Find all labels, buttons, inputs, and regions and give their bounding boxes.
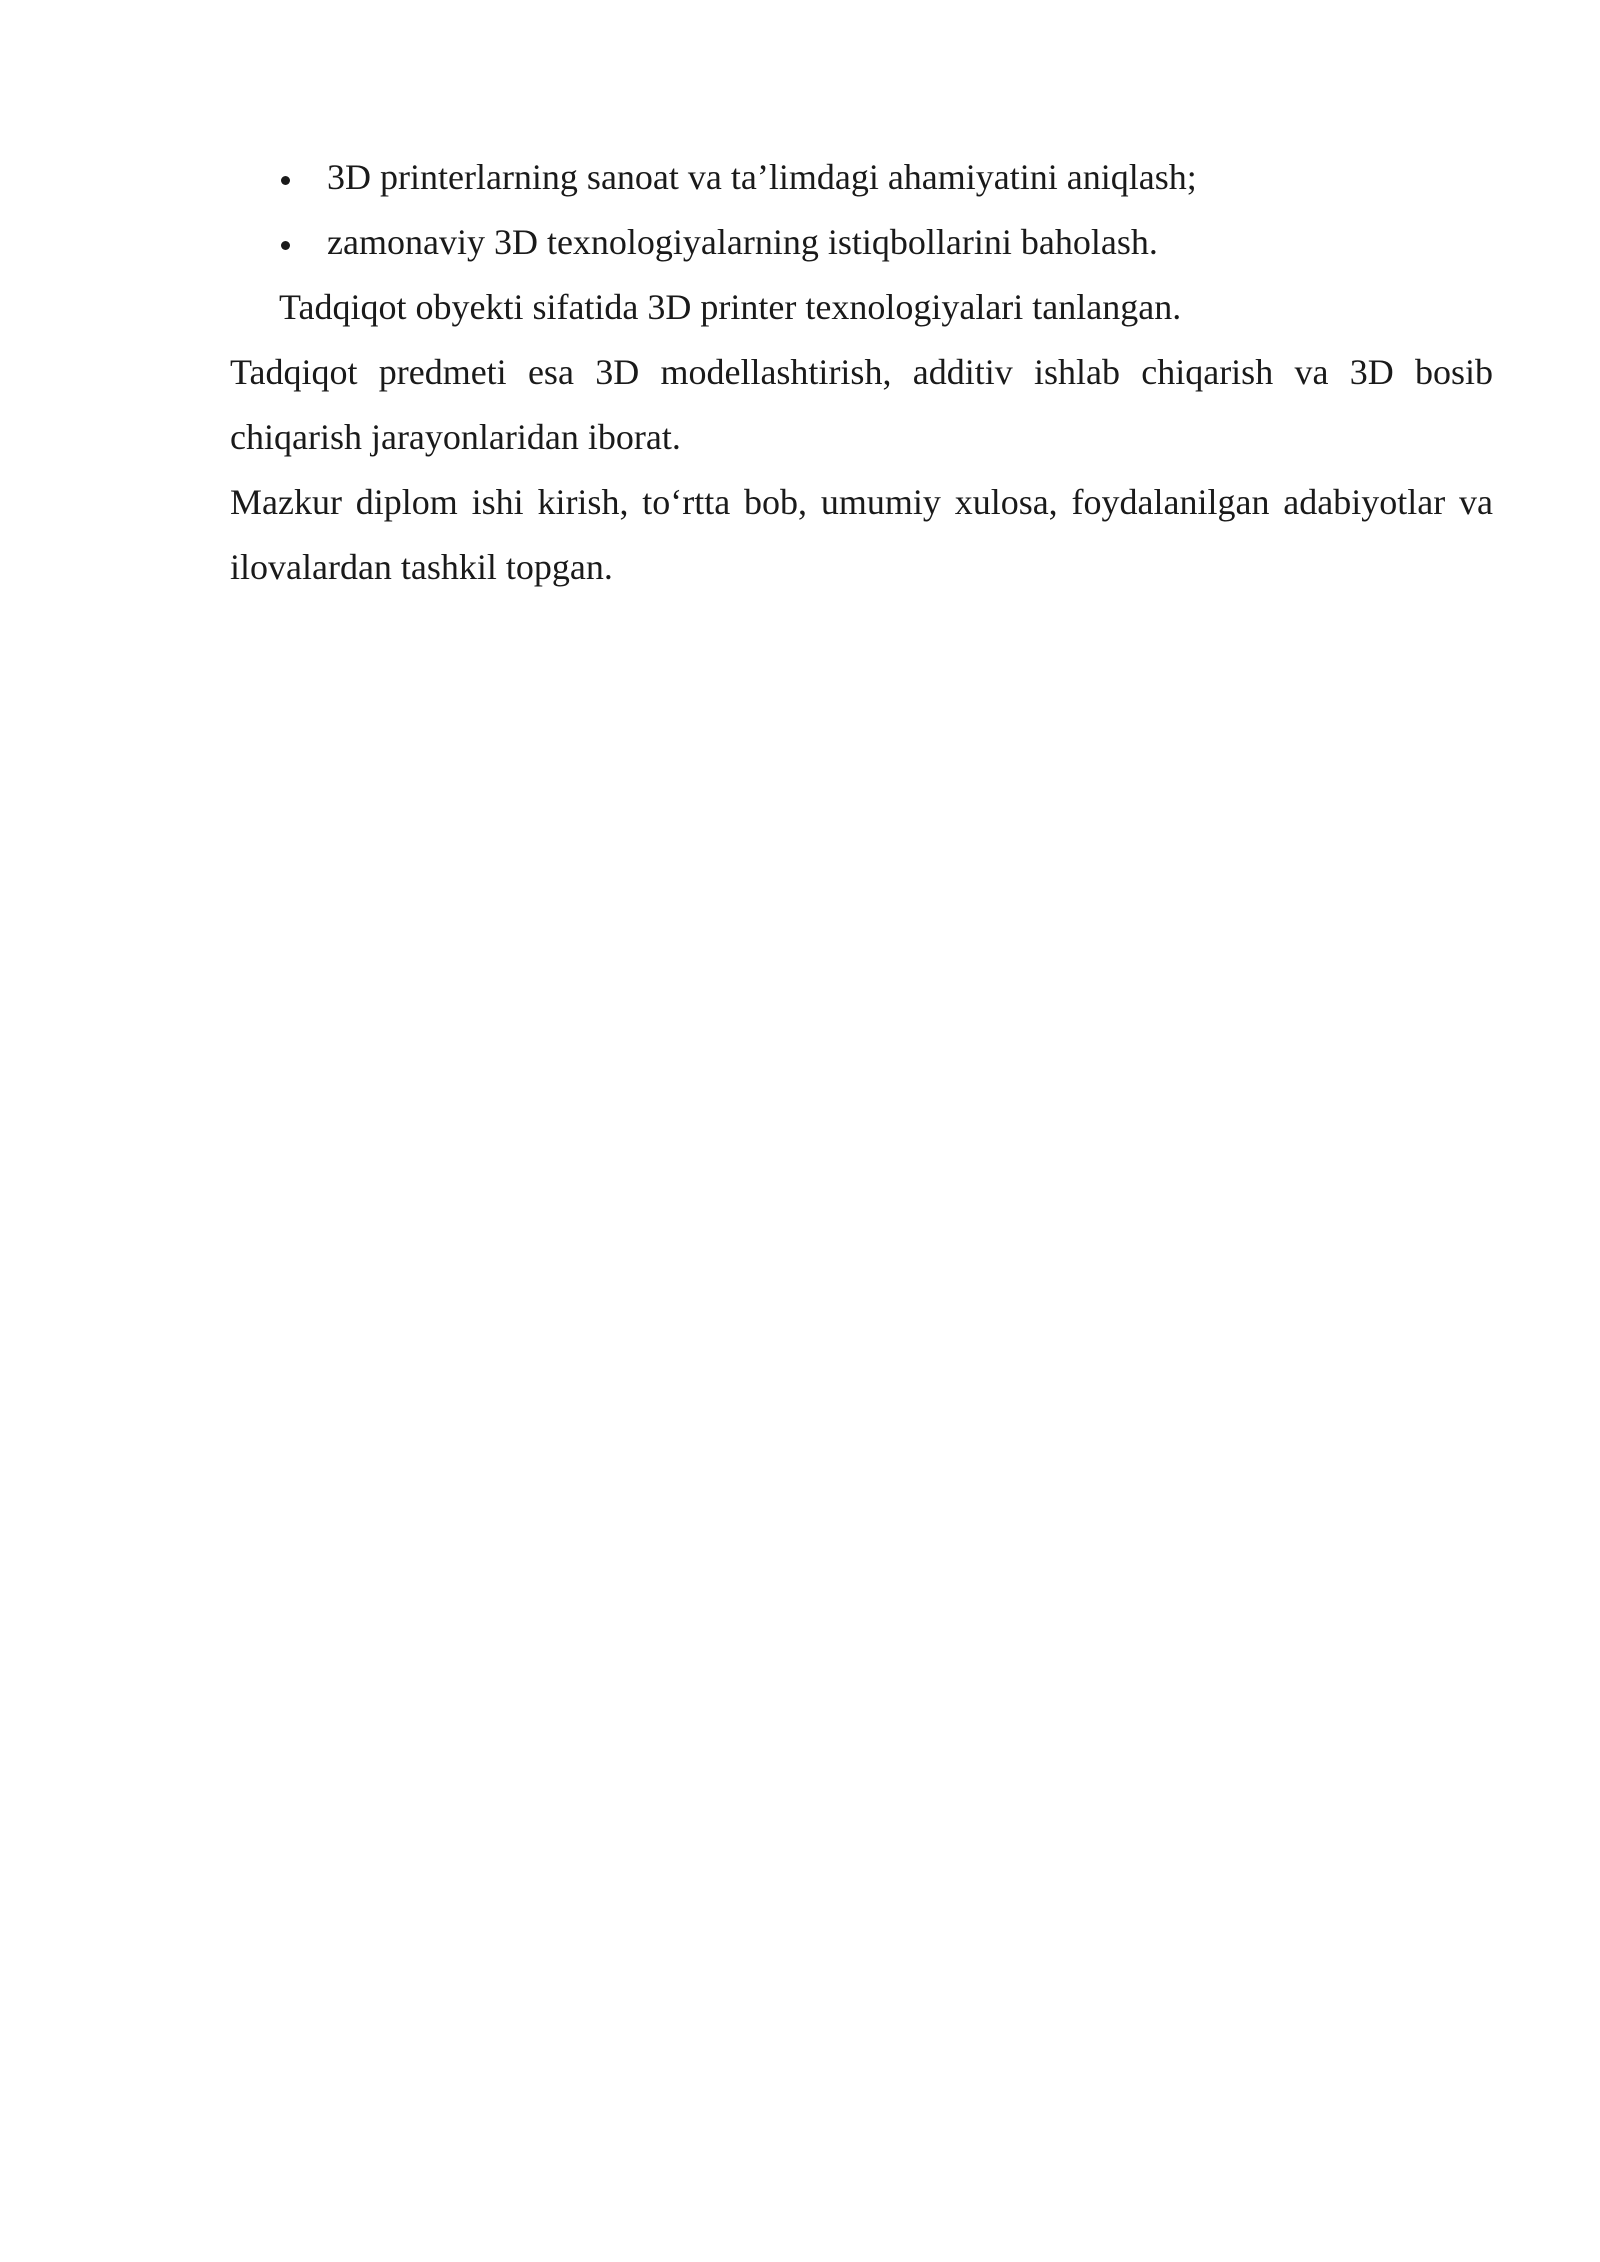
list-item-text: zamonaviy 3D texnologiyalarning istiqbollarini baholash. (327, 222, 1158, 262)
bullet-icon (281, 176, 290, 185)
list-item-text: 3D printerlarning sanoat va ta’limdagi ahamiyatini aniqlash; (327, 157, 1197, 197)
bullet-icon (281, 241, 290, 250)
paragraph-research-object: Tadqiqot obyekti sifatida 3D printer texnologiyalari tanlangan. (279, 287, 1182, 327)
paragraph-research-subject: Tadqiqot predmeti esa 3D modellashtirish, additiv ishlab chiqarish va 3D bosib chiqarish jarayonlaridan iborat. (230, 352, 1493, 457)
bullet-list (230, 145, 1493, 275)
page-content (230, 145, 1493, 600)
paragraph-thesis-structure: Mazkur diplom ishi kirish, to‘rtta bob, umumiy xulosa, foydalanilgan adabiyotlar va ilovalardan tashkil topgan. (230, 482, 1493, 587)
list-item (230, 210, 1493, 275)
list-item (230, 145, 1493, 210)
